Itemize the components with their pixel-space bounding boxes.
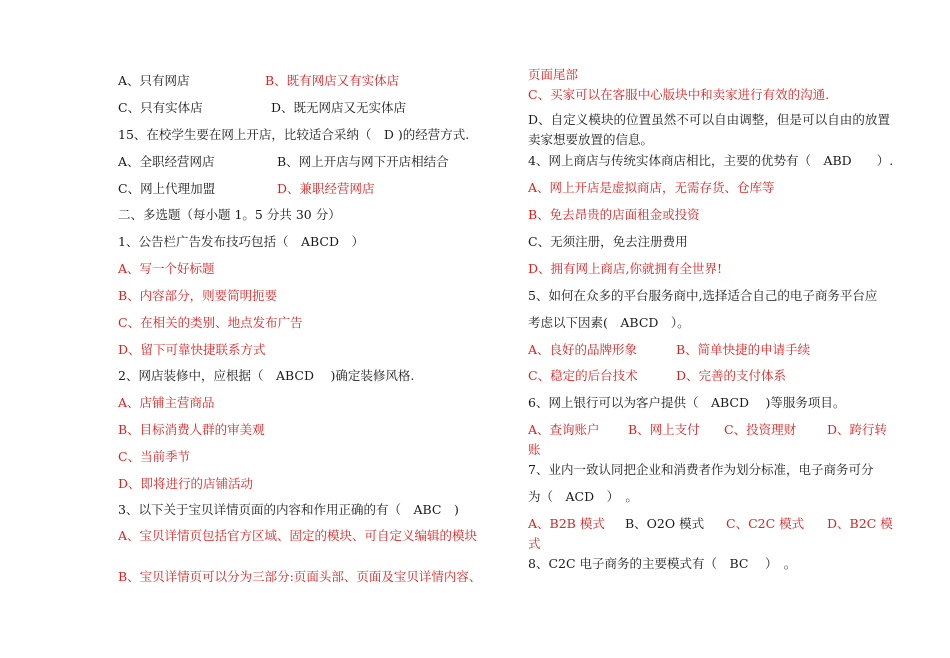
mc5-option-a: A、良好的品牌形象	[528, 342, 638, 357]
mc3-option-b: B、宝贝详情页可以分为三部分:页面头部、页面及宝贝详情内容、	[118, 569, 482, 584]
mc5-option-b: B、简单快捷的申请手续	[676, 342, 811, 357]
option-d-neither: D、既无网店又无实体店	[271, 100, 407, 115]
mc-question-6: 6、网上银行可以为客户提供（ ABCD )等服务项目。	[528, 395, 846, 410]
mc1-option-c: C、在相关的类别、地点发布广告	[118, 315, 303, 330]
mc5-option-c: C、稳定的后台技术	[528, 368, 638, 383]
mc3-option-b-continued: 页面尾部	[528, 67, 579, 82]
q15-option-b: B、网上开店与网下开店相结合	[277, 154, 449, 169]
mc1-option-d: D、留下可靠快捷联系方式	[118, 342, 266, 357]
mc6-option-a: A、查询账户	[528, 422, 600, 437]
mc-question-4: 4、网上商店与传统实体商店相比，主要的优势有（ ABD ）.	[528, 153, 894, 168]
mc-question-5-line2: 考虑以下因素( ABCD ）。	[528, 315, 690, 330]
q15-option-a: A、全职经营网店	[118, 154, 215, 169]
mc3-option-a: A、宝贝详情页包括官方区域、固定的模块、可自定义编辑的模块	[118, 528, 478, 543]
mc7-option-d: D、B2C 模	[827, 516, 893, 531]
mc3-option-d: D、自定义模块的位置虽然不可以自由调整，但是可以自由的放置卖家想要放置的信息。	[528, 112, 890, 147]
mc-question-8: 8、C2C 电子商务的主要模式有（ BC ） 。	[528, 556, 797, 571]
mc2-option-c: C、当前季节	[118, 449, 191, 464]
mc3-option-c: C、买家可以在客服中心版块中和卖家进行有效的沟通.	[528, 87, 830, 102]
mc6-option-d-continued: 账	[528, 442, 541, 457]
option-b-both: B、既有网店又有实体店	[265, 73, 400, 88]
mc2-option-b: B、目标消费人群的审美观	[118, 422, 265, 437]
option-c-physical-only: C、只有实体店	[118, 100, 203, 115]
mc2-option-a: A、店铺主营商品	[118, 395, 215, 410]
q15-option-d: D、兼职经营网店	[277, 181, 375, 196]
mc7-option-c: C、C2C 模式	[726, 516, 805, 531]
mc-question-3: 3、以下关于宝贝详情页面的内容和作用正确的有（ ABC )	[118, 502, 459, 517]
option-a-online-only: A、只有网店	[118, 73, 190, 88]
mc-question-7-line1: 7、业内一致认同把企业和消费者作为划分标准，电子商务可分	[528, 462, 874, 477]
mc-question-7-line2: 为（ ACD ） 。	[528, 489, 638, 504]
mc-question-2: 2、网店装修中，应根据（ ABCD )确定装修风格.	[118, 368, 415, 383]
mc4-option-b: B、免去昂贵的店面租金或投资	[528, 207, 700, 222]
mc-question-1: 1、公告栏广告发布技巧包括（ ABCD ）	[118, 234, 364, 249]
question-15: 15、在校学生要在网上开店，比较适合采纳（ D )的经营方式.	[118, 127, 470, 142]
section-2-heading: 二、多选题（每小题 1。5 分共 30 分）	[118, 207, 341, 222]
mc7-option-b: B、O2O 模式	[625, 516, 705, 531]
mc5-option-d: D、完善的支付体系	[676, 368, 787, 383]
mc-question-5-line1: 5、如何在众多的平台服务商中,选择适合自己的电子商务平台应	[528, 288, 878, 303]
mc7-option-a: A、B2B 模式	[528, 516, 605, 531]
mc7-option-d-continued: 式	[528, 536, 541, 551]
q15-option-c: C、网上代理加盟	[118, 181, 216, 196]
mc1-option-a: A、写一个好标题	[118, 261, 215, 276]
mc4-option-a: A、网上开店是虚拟商店，无需存货、仓库等	[528, 180, 775, 195]
mc4-option-d: D、拥有网上商店,你就拥有全世界!	[528, 261, 723, 276]
mc6-option-b: B、网上支付	[628, 422, 700, 437]
mc2-option-d: D、即将进行的店铺活动	[118, 476, 254, 491]
mc4-option-c: C、无须注册，免去注册费用	[528, 234, 688, 249]
mc6-option-d: D、跨行转	[827, 422, 888, 437]
mc6-option-c: C、投资理财	[724, 422, 797, 437]
mc1-option-b: B、内容部分，则要简明扼要	[118, 288, 278, 303]
